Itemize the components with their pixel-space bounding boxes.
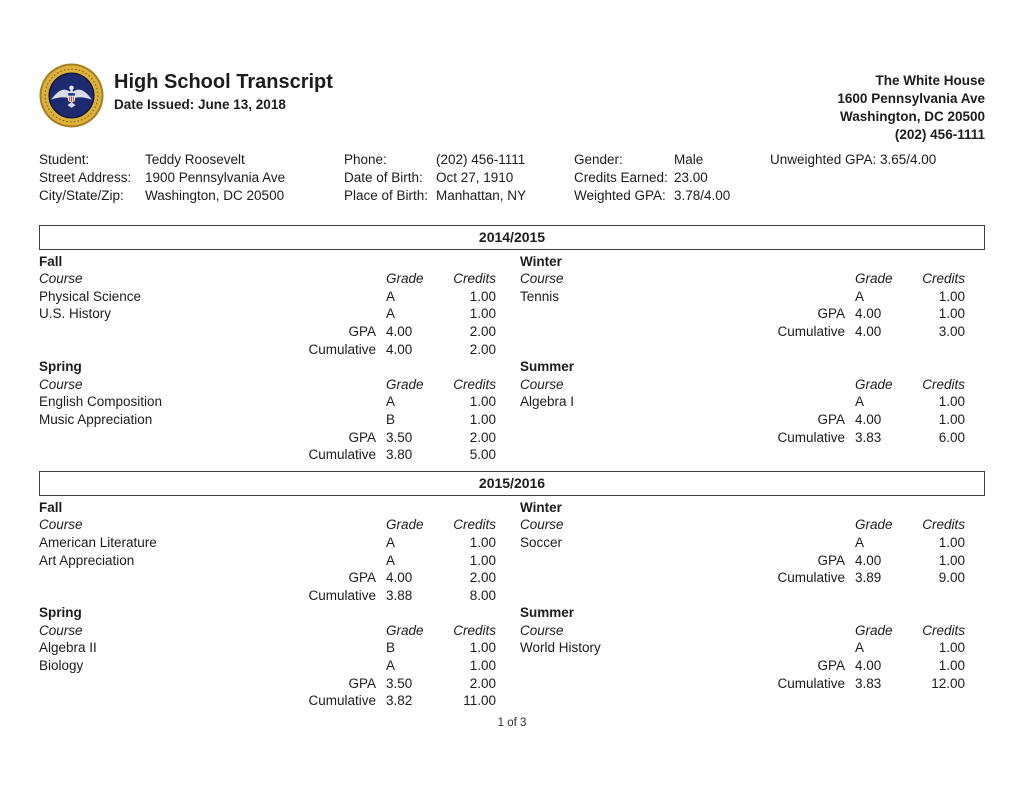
course-name: American Literature: [39, 534, 157, 550]
term-title: Fall: [39, 253, 63, 269]
field-label: Student:: [39, 152, 90, 167]
cumulative-row: [39, 446, 496, 464]
credits-column-header: Credits: [453, 622, 496, 638]
grade-column-header: Grade: [855, 271, 893, 287]
term-title: Spring: [39, 359, 82, 375]
cumulative-label: Cumulative: [308, 341, 376, 357]
course-column-header: Course: [39, 622, 83, 638]
cumulative-credits: 5.00: [469, 447, 496, 463]
course-row: [39, 411, 496, 429]
gpa-label: GPA: [817, 306, 845, 322]
gpa-label: GPA: [348, 675, 376, 691]
gpa-row: [39, 569, 496, 587]
field-label: Credits Earned:: [574, 170, 668, 186]
gpa-row: [520, 305, 965, 323]
credits-column-header: Credits: [922, 622, 965, 638]
cumulative-gpa: 3.82: [386, 693, 413, 709]
date-issued: Date Issued: June 13, 2018: [114, 97, 286, 112]
gpa-credits: 1.00: [938, 411, 965, 427]
student-info-column: [574, 151, 770, 206]
credits-column-header: Credits: [922, 376, 965, 392]
gpa-row: [39, 429, 496, 447]
page-title: High School Transcript: [114, 71, 333, 93]
gpa-credits: 2.00: [469, 675, 496, 691]
grade-column-header: Grade: [855, 376, 893, 392]
page-number: 1 of 3: [497, 716, 527, 729]
student-info-column: [770, 151, 985, 206]
course-grade: A: [855, 640, 865, 656]
cumulative-label: Cumulative: [308, 587, 376, 603]
course-row: [39, 393, 496, 411]
school-name: The White House: [875, 73, 985, 88]
grade-column-header: Grade: [386, 517, 424, 533]
course-grade: A: [386, 394, 396, 410]
gpa-label: GPA: [348, 570, 376, 586]
student-info-row: [344, 151, 574, 169]
course-name: Soccer: [520, 534, 563, 550]
gpa-credits: 2.00: [469, 570, 496, 586]
grade-column-header: Grade: [386, 376, 424, 392]
student-info-row: [39, 169, 344, 187]
gpa-value: 3.50: [386, 675, 413, 691]
student-info-row: [574, 151, 770, 169]
year-section: [39, 225, 985, 464]
term-block: [39, 358, 504, 464]
course-name: Art Appreciation: [39, 552, 135, 568]
course-column-header: Course: [39, 376, 83, 392]
term-title: Summer: [520, 605, 575, 621]
credits-column-header: Credits: [922, 517, 965, 533]
cumulative-gpa: 3.88: [386, 587, 413, 603]
field-label: Date of Birth:: [344, 170, 423, 186]
student-info-row: [344, 169, 574, 187]
term-table-header: [520, 270, 965, 288]
cumulative-gpa: 3.83: [855, 675, 882, 691]
term-table-header: [520, 376, 965, 394]
student-info-row: [344, 187, 574, 205]
field-value: 23.00: [674, 170, 708, 186]
term-table-header: [39, 516, 496, 534]
cumulative-label: Cumulative: [777, 675, 845, 691]
course-credits: 1.00: [469, 552, 496, 568]
course-row: [39, 552, 496, 570]
course-row: [520, 288, 965, 306]
course-row: [520, 639, 965, 657]
cumulative-gpa: 4.00: [386, 341, 413, 357]
gpa-row: [39, 675, 496, 693]
term-table-header: [39, 376, 496, 394]
cumulative-credits: 11.00: [463, 693, 496, 709]
header: [39, 63, 985, 144]
cumulative-row: [520, 675, 965, 693]
course-credits: 1.00: [469, 394, 496, 410]
grade-column-header: Grade: [855, 622, 893, 638]
course-grade: A: [386, 552, 396, 568]
cumulative-row: [39, 692, 496, 710]
course-credits: 1.00: [469, 411, 496, 427]
field-label: Phone:: [344, 152, 387, 167]
gpa-value: 4.00: [386, 570, 413, 586]
course-grade: A: [855, 394, 865, 410]
course-row: [39, 534, 496, 552]
header-left: [39, 63, 333, 128]
year-header: 2014/2015: [39, 225, 985, 250]
term-title: Fall: [39, 499, 63, 515]
course-credits: 1.00: [938, 288, 965, 304]
term-title: Spring: [39, 605, 82, 621]
gpa-value: 4.00: [855, 552, 882, 568]
course-name: U.S. History: [39, 306, 112, 322]
course-name: English Composition: [39, 394, 163, 410]
cumulative-row: [39, 587, 496, 605]
course-name: World History: [520, 640, 601, 656]
term-table-header: [520, 516, 965, 534]
cumulative-credits: 12.00: [931, 675, 965, 691]
term-table-header: [39, 622, 496, 640]
gpa-value: 4.00: [855, 658, 882, 674]
student-info-row: [39, 187, 344, 205]
term-block: [520, 499, 985, 587]
gpa-value: 4.00: [855, 306, 882, 322]
field-value: Manhattan, NY: [436, 188, 527, 204]
cumulative-credits: 2.00: [469, 341, 496, 357]
cumulative-gpa: 3.89: [855, 570, 882, 586]
course-name: Tennis: [520, 288, 560, 304]
gpa-credits: 1.00: [938, 658, 965, 674]
gpa-value: 4.00: [855, 411, 882, 427]
course-column-header: Course: [520, 622, 564, 638]
gpa-credits: 2.00: [469, 323, 496, 339]
year-header: 2015/2016: [39, 471, 985, 496]
gpa-credits: 1.00: [938, 552, 965, 568]
field-label: Street Address:: [39, 170, 132, 186]
cumulative-row: [520, 569, 965, 587]
cumulative-label: Cumulative: [777, 323, 845, 339]
credits-column-header: Credits: [453, 376, 496, 392]
gpa-value: 3.50: [386, 429, 413, 445]
course-grade: B: [386, 411, 396, 427]
field-value: Teddy Roosevelt: [145, 152, 245, 167]
cumulative-gpa: 3.83: [855, 429, 882, 445]
terms-grid: [39, 253, 985, 464]
course-grade: A: [855, 288, 865, 304]
cumulative-credits: 3.00: [938, 323, 965, 339]
course-grade: B: [386, 640, 396, 656]
gpa-row: [39, 323, 496, 341]
term-title: Winter: [520, 499, 562, 515]
credits-column-header: Credits: [453, 271, 496, 287]
credits-column-header: Credits: [453, 517, 496, 533]
course-credits: 1.00: [938, 640, 965, 656]
field-label: Gender:: [574, 152, 623, 167]
gpa-label: GPA: [348, 429, 376, 445]
course-column-header: Course: [39, 271, 83, 287]
course-grade: A: [386, 658, 396, 674]
course-credits: 1.00: [938, 394, 965, 410]
presidential-seal-icon: [39, 63, 104, 128]
term-block: [39, 253, 504, 359]
cumulative-credits: 8.00: [469, 587, 496, 603]
course-column-header: Course: [520, 517, 564, 533]
field-value: 3.78/4.00: [674, 188, 731, 204]
course-credits: 1.00: [469, 658, 496, 674]
course-name: Physical Science: [39, 288, 142, 304]
gpa-label: GPA: [817, 552, 845, 568]
cumulative-label: Cumulative: [308, 447, 376, 463]
student-info-column: [344, 151, 574, 206]
term-block: [520, 358, 985, 446]
term-title: Winter: [520, 253, 562, 269]
student-info: [39, 151, 985, 206]
grade-column-header: Grade: [386, 622, 424, 638]
school-phone: (202) 456-1111: [894, 127, 985, 142]
course-column-header: Course: [520, 271, 564, 287]
term-table-header: [520, 622, 965, 640]
term-table-header: [39, 270, 496, 288]
term-title: Summer: [520, 359, 575, 375]
cumulative-label: Cumulative: [308, 693, 376, 709]
cumulative-label: Cumulative: [777, 570, 845, 586]
gpa-label: GPA: [817, 658, 845, 674]
field-value: 3.65/4.00: [880, 152, 937, 167]
course-credits: 1.00: [469, 640, 496, 656]
course-row: [39, 639, 496, 657]
gpa-row: [520, 411, 965, 429]
student-info-row: [39, 151, 344, 169]
student-info-row: [574, 169, 770, 187]
cumulative-credits: 6.00: [938, 429, 965, 445]
course-row: [39, 288, 496, 306]
course-grade: A: [386, 534, 396, 550]
course-name: Algebra II: [39, 640, 97, 656]
term-block: [520, 604, 985, 692]
cumulative-row: [39, 341, 496, 359]
course-column-header: Course: [39, 517, 83, 533]
field-value: Washington, DC 20500: [145, 188, 285, 204]
cumulative-label: Cumulative: [777, 429, 845, 445]
term-block: [39, 499, 504, 605]
course-credits: 1.00: [469, 306, 496, 322]
school-address-line1: 1600 Pennsylvania Ave: [837, 91, 985, 106]
credits-column-header: Credits: [922, 271, 965, 287]
field-label: Weighted GPA:: [574, 188, 666, 204]
course-name: Algebra I: [520, 394, 575, 410]
course-credits: 1.00: [469, 288, 496, 304]
school-address-block: [837, 72, 985, 144]
years-container: [39, 225, 985, 710]
course-grade: A: [386, 306, 396, 322]
cumulative-credits: 9.00: [938, 570, 965, 586]
gpa-value: 4.00: [386, 323, 413, 339]
title-block: [114, 71, 333, 128]
year-section: [39, 471, 985, 710]
course-row: [520, 534, 965, 552]
course-row: [39, 305, 496, 323]
gpa-label: GPA: [817, 411, 845, 427]
field-value: (202) 456-1111: [436, 152, 526, 167]
terms-grid: [39, 499, 985, 710]
course-row: [520, 393, 965, 411]
student-info-column: [39, 151, 344, 206]
gpa-credits: 1.00: [938, 306, 965, 322]
course-name: Biology: [39, 658, 84, 674]
cumulative-gpa: 4.00: [855, 323, 882, 339]
course-credits: 1.00: [938, 534, 965, 550]
term-block: [39, 604, 504, 710]
gpa-label: GPA: [348, 323, 376, 339]
cumulative-gpa: 3.80: [386, 447, 413, 463]
cumulative-row: [520, 429, 965, 447]
grade-column-header: Grade: [855, 517, 893, 533]
field-value: Male: [674, 152, 704, 167]
course-row: [39, 657, 496, 675]
school-address-line2: Washington, DC 20500: [839, 109, 985, 124]
course-grade: A: [386, 288, 396, 304]
course-name: Music Appreciation: [39, 411, 153, 427]
field-label: City/State/Zip:: [39, 188, 124, 204]
field-value: 1900 Pennsylvania Ave: [145, 170, 286, 186]
student-info-row: [574, 187, 770, 205]
field-label: Place of Birth:: [344, 188, 429, 204]
gpa-credits: 2.00: [469, 429, 496, 445]
term-block: [520, 253, 985, 341]
course-credits: 1.00: [469, 534, 496, 550]
cumulative-row: [520, 323, 965, 341]
course-column-header: Course: [520, 376, 564, 392]
course-grade: A: [855, 534, 865, 550]
field-value: Oct 27, 1910: [436, 170, 514, 186]
student-info-row: [770, 151, 985, 169]
gpa-row: [520, 552, 965, 570]
gpa-row: [520, 657, 965, 675]
grade-column-header: Grade: [386, 271, 424, 287]
field-label: Unweighted GPA:: [770, 152, 877, 167]
